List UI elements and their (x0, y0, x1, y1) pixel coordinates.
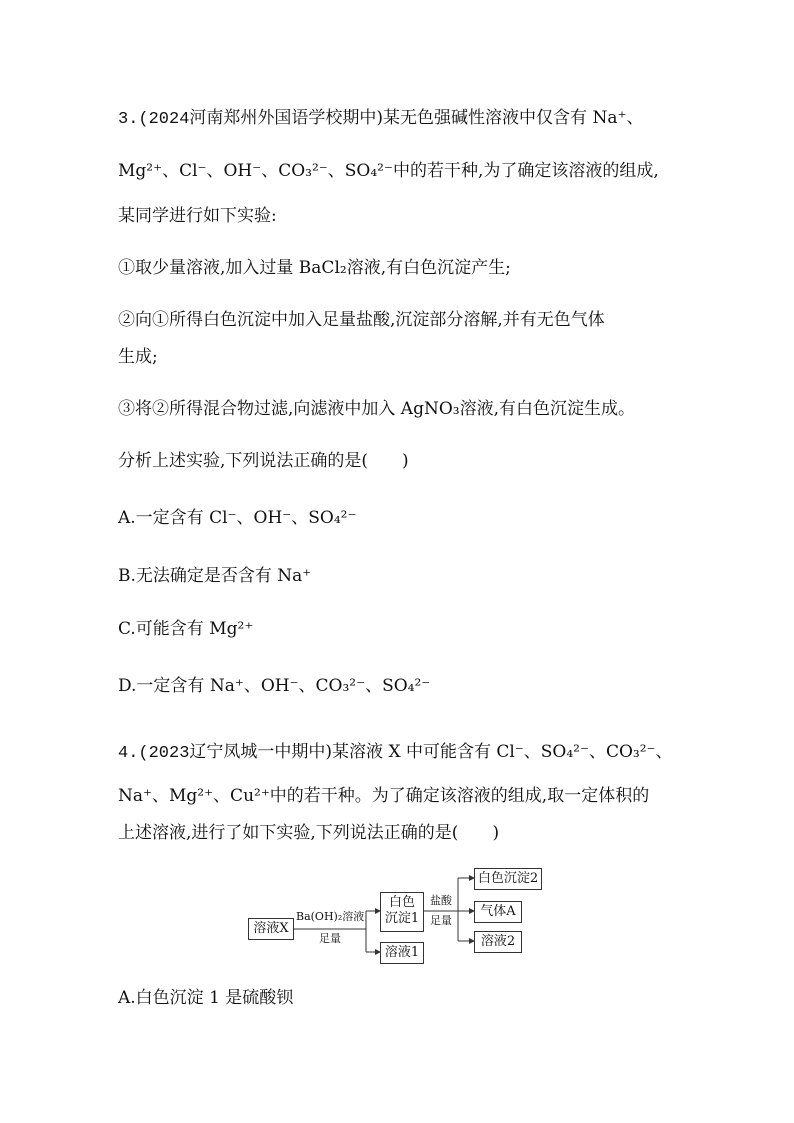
q4-line3: 上述溶液,进行了如下实验,下列说法正确的是( ) (118, 823, 500, 843)
q4-line2: Na⁺、Mg²⁺、Cu²⁺中的若干种。为了确定该溶液的组成,取一定体积的 (118, 786, 650, 806)
q3-step1: ①取少量溶液,加入过量 BaCl₂溶液,有白色沉淀产生; (118, 258, 511, 278)
box-solution-x: 溶液X (248, 918, 294, 940)
label-reagent2-bottom: 足量 (430, 914, 452, 927)
q3-step2b: 生成; (118, 347, 158, 367)
precipitate1-line1: 白色 (388, 895, 415, 910)
q4-source: 辽宁凤城一中期中 (189, 742, 326, 762)
q4-option-a: A.白色沉淀 1 是硫酸钡 (118, 988, 294, 1008)
q3-question: 分析上述实验,下列说法正确的是( ) (118, 451, 409, 471)
box-precipitate1 (380, 892, 424, 932)
q3-line1-text: )某无色强碱性溶液中仅含有 Na⁺、 (376, 108, 644, 128)
label-reagent2-top: 盐酸 (430, 894, 452, 907)
q3-option-d: D.一定含有 Na⁺、OH⁻、CO₃²⁻、SO₄²⁻ (118, 676, 431, 696)
q4-line1-text: )某溶液 X 中可能含有 Cl⁻、SO₄²⁻、CO₃²⁻、 (325, 742, 673, 762)
q3-option-b: B.无法确定是否含有 Na⁺ (118, 566, 312, 586)
label-reagent1-top: Ba(OH)₂溶液 (296, 910, 365, 923)
precipitate1-line2: 沉淀1 (384, 911, 420, 926)
q3-option-c: C.可能含有 Mg²⁺ (118, 619, 254, 639)
box-precipitate2: 白色沉淀2 (474, 868, 542, 890)
q3-step2a: ②向①所得白色沉淀中加入足量盐酸,沉淀部分溶解,并有无色气体 (118, 310, 605, 330)
q3-line3: 某同学进行如下实验: (118, 206, 277, 226)
q3-line2: Mg²⁺、Cl⁻、OH⁻、CO₃²⁻、SO₄²⁻中的若干种,为了确定该溶液的组成, (118, 161, 659, 181)
q3-number: 3.(2024 (118, 110, 190, 129)
q4-line1 (118, 740, 673, 766)
q3-step3: ③将②所得混合物过滤,向滤液中加入 AgNO₃溶液,有白色沉淀生成。 (118, 399, 635, 419)
box-solution2: 溶液2 (474, 931, 522, 953)
box-gas-a: 气体A (474, 901, 522, 923)
box-solution1: 溶液1 (380, 942, 424, 964)
q4-number: 4.(2023 (118, 744, 190, 763)
q3-option-a: A.一定含有 Cl⁻、OH⁻、SO₄²⁻ (118, 508, 357, 528)
q3-source: 河南郑州外国语学校期中 (189, 108, 377, 128)
experiment-flow-diagram (248, 866, 548, 966)
q3-line1 (118, 106, 643, 132)
label-reagent1-bottom: 足量 (319, 932, 341, 945)
